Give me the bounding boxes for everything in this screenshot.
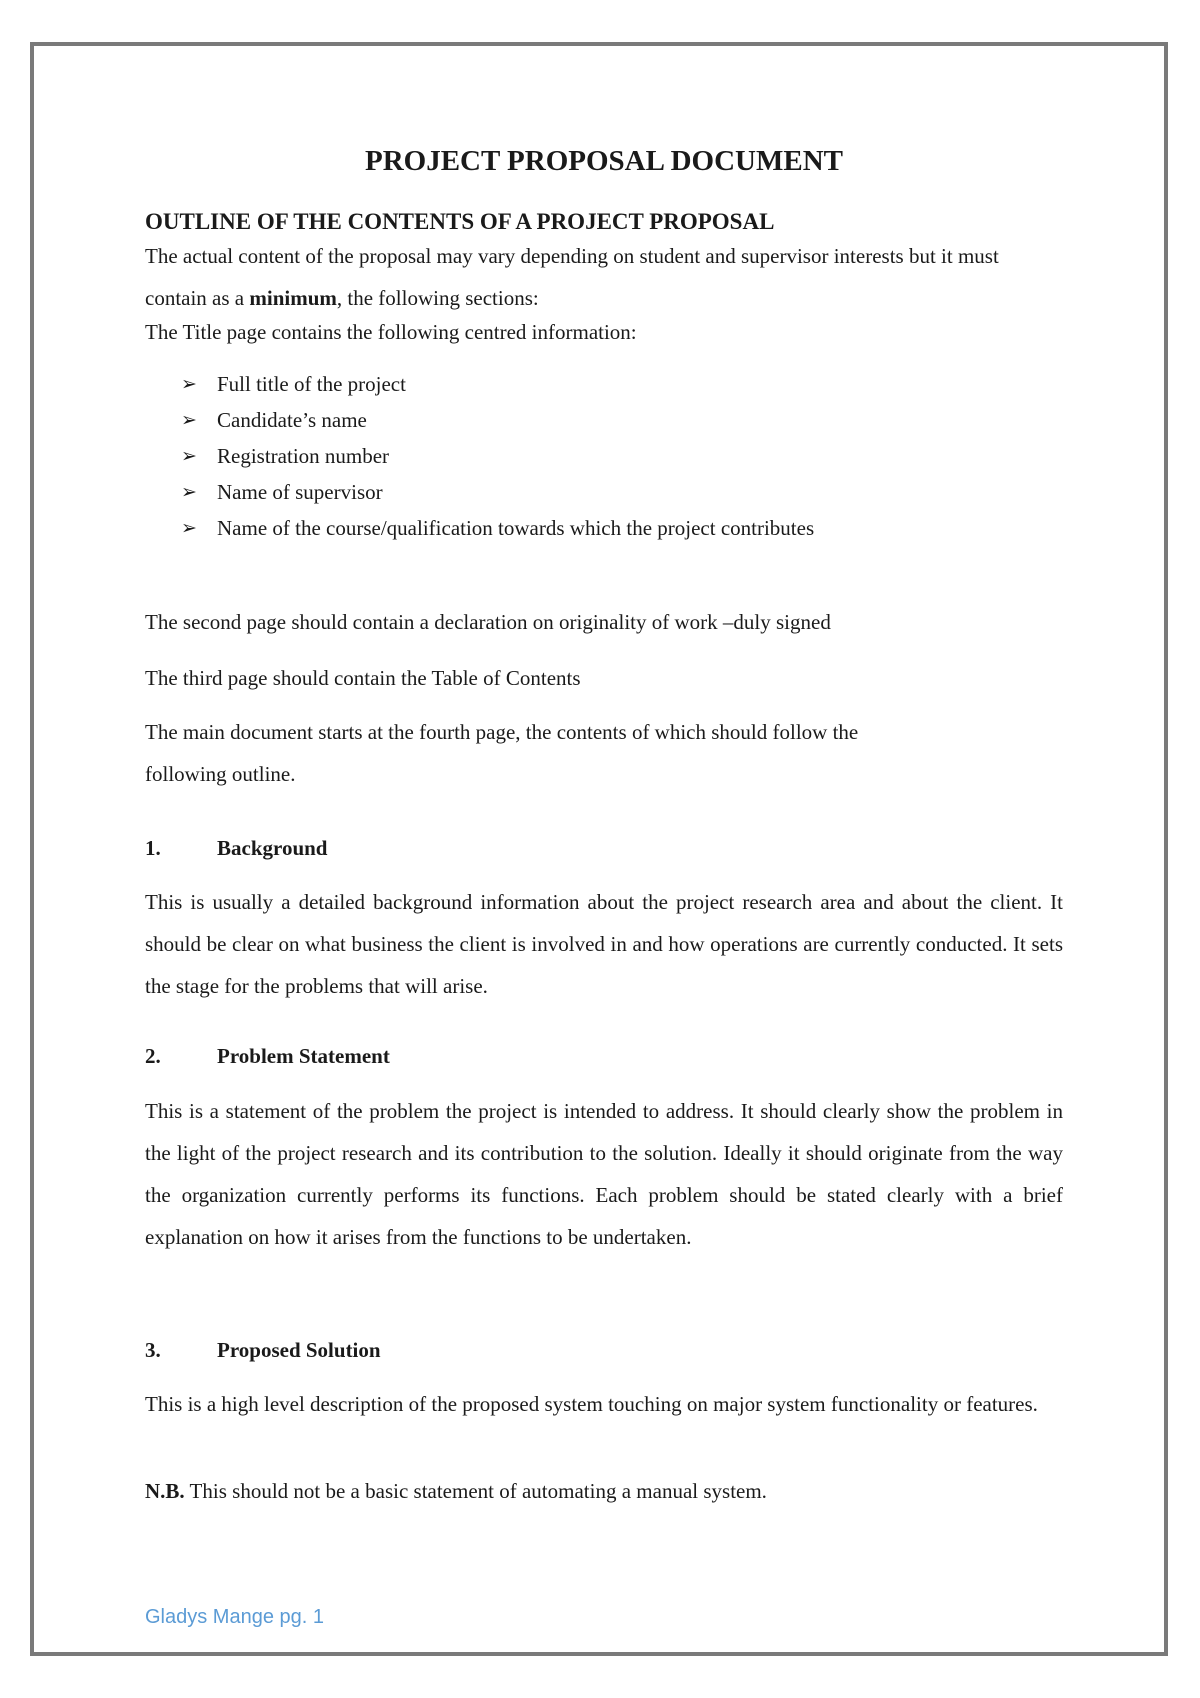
list-item bbox=[145, 510, 1063, 546]
section-body-proposed-solution: This is a high level description of the proposed system touching on major system functionality or features. bbox=[145, 1392, 1038, 1416]
nb-text: This should not be a basic statement of automating a manual system. bbox=[184, 1479, 767, 1503]
section-body-problem-statement: This is a statement of the problem the project is intended to address. It should clearly show the problem in the light of the project research and its contribution to the solution. Ideally it should originate from the way the organization currently performs its functions. Each problem should be stated clearly with a brief explanation on how it arises from the functions to be undertaken. bbox=[145, 1099, 1063, 1249]
section-title: Background bbox=[217, 836, 328, 860]
title-page-line: The Title page contains the following centred information: bbox=[145, 320, 637, 344]
section-heading-problem-statement bbox=[145, 1041, 1063, 1071]
document-title: PROJECT PROPOSAL DOCUMENT bbox=[364, 145, 843, 177]
page-footer bbox=[145, 1606, 324, 1629]
arrow-bullet-icon: ➢ bbox=[181, 481, 197, 503]
third-page-line: The third page should contain the Table of Contents bbox=[145, 666, 581, 690]
footer-author: Gladys Mange bbox=[145, 1606, 274, 1628]
list-item-text: Candidate’s name bbox=[217, 408, 367, 432]
list-item bbox=[145, 474, 1063, 510]
intro-text-start: The actual content of the proposal may vary depending on student and supervisor interests but it must contain as a bbox=[145, 244, 999, 310]
section-title: Proposed Solution bbox=[217, 1338, 381, 1362]
arrow-bullet-icon: ➢ bbox=[181, 445, 197, 467]
footer-page-number: 1 bbox=[312, 1606, 325, 1628]
section-title: Problem Statement bbox=[217, 1044, 390, 1068]
section-heading-proposed-solution bbox=[145, 1335, 1063, 1365]
section-heading-background bbox=[145, 833, 1063, 863]
arrow-bullet-icon: ➢ bbox=[181, 409, 197, 431]
list-item bbox=[145, 402, 1063, 438]
intro-bold-minimum: minimum bbox=[249, 286, 337, 310]
list-item-text: Name of supervisor bbox=[217, 480, 383, 504]
section-body-background: This is usually a detailed background information about the project research area and about the client. It should be clear on what business the client is involved in and how operations are currently conducted. It sets the stage for the problems that will arise. bbox=[145, 890, 1063, 998]
list-item-text: Name of the course/qualification towards which the project contributes bbox=[217, 516, 815, 540]
list-item-text: Full title of the project bbox=[217, 372, 406, 396]
main-document-paragraph: The main document starts at the fourth page, the contents of which should follow the following outline. bbox=[145, 720, 859, 786]
section-number: 3. bbox=[145, 1338, 161, 1362]
nb-note bbox=[145, 1473, 1063, 1509]
nb-label: N.B. bbox=[145, 1479, 185, 1503]
footer-page-label: pg. bbox=[279, 1606, 308, 1628]
intro-text-end: , the following sections: bbox=[336, 286, 539, 310]
list-item bbox=[145, 438, 1063, 474]
title-page-list bbox=[145, 366, 1063, 546]
second-page-line: The second page should contain a declaration on originality of work –duly signed bbox=[145, 610, 831, 634]
section-number: 1. bbox=[145, 836, 161, 860]
document-subtitle: OUTLINE OF THE CONTENTS OF A PROJECT PROPOSAL bbox=[145, 209, 775, 234]
list-item-text: Registration number bbox=[217, 444, 390, 468]
arrow-bullet-icon: ➢ bbox=[181, 373, 197, 395]
arrow-bullet-icon: ➢ bbox=[181, 517, 197, 539]
intro-paragraph bbox=[145, 235, 1063, 319]
list-item bbox=[145, 366, 1063, 402]
section-number: 2. bbox=[145, 1044, 161, 1068]
